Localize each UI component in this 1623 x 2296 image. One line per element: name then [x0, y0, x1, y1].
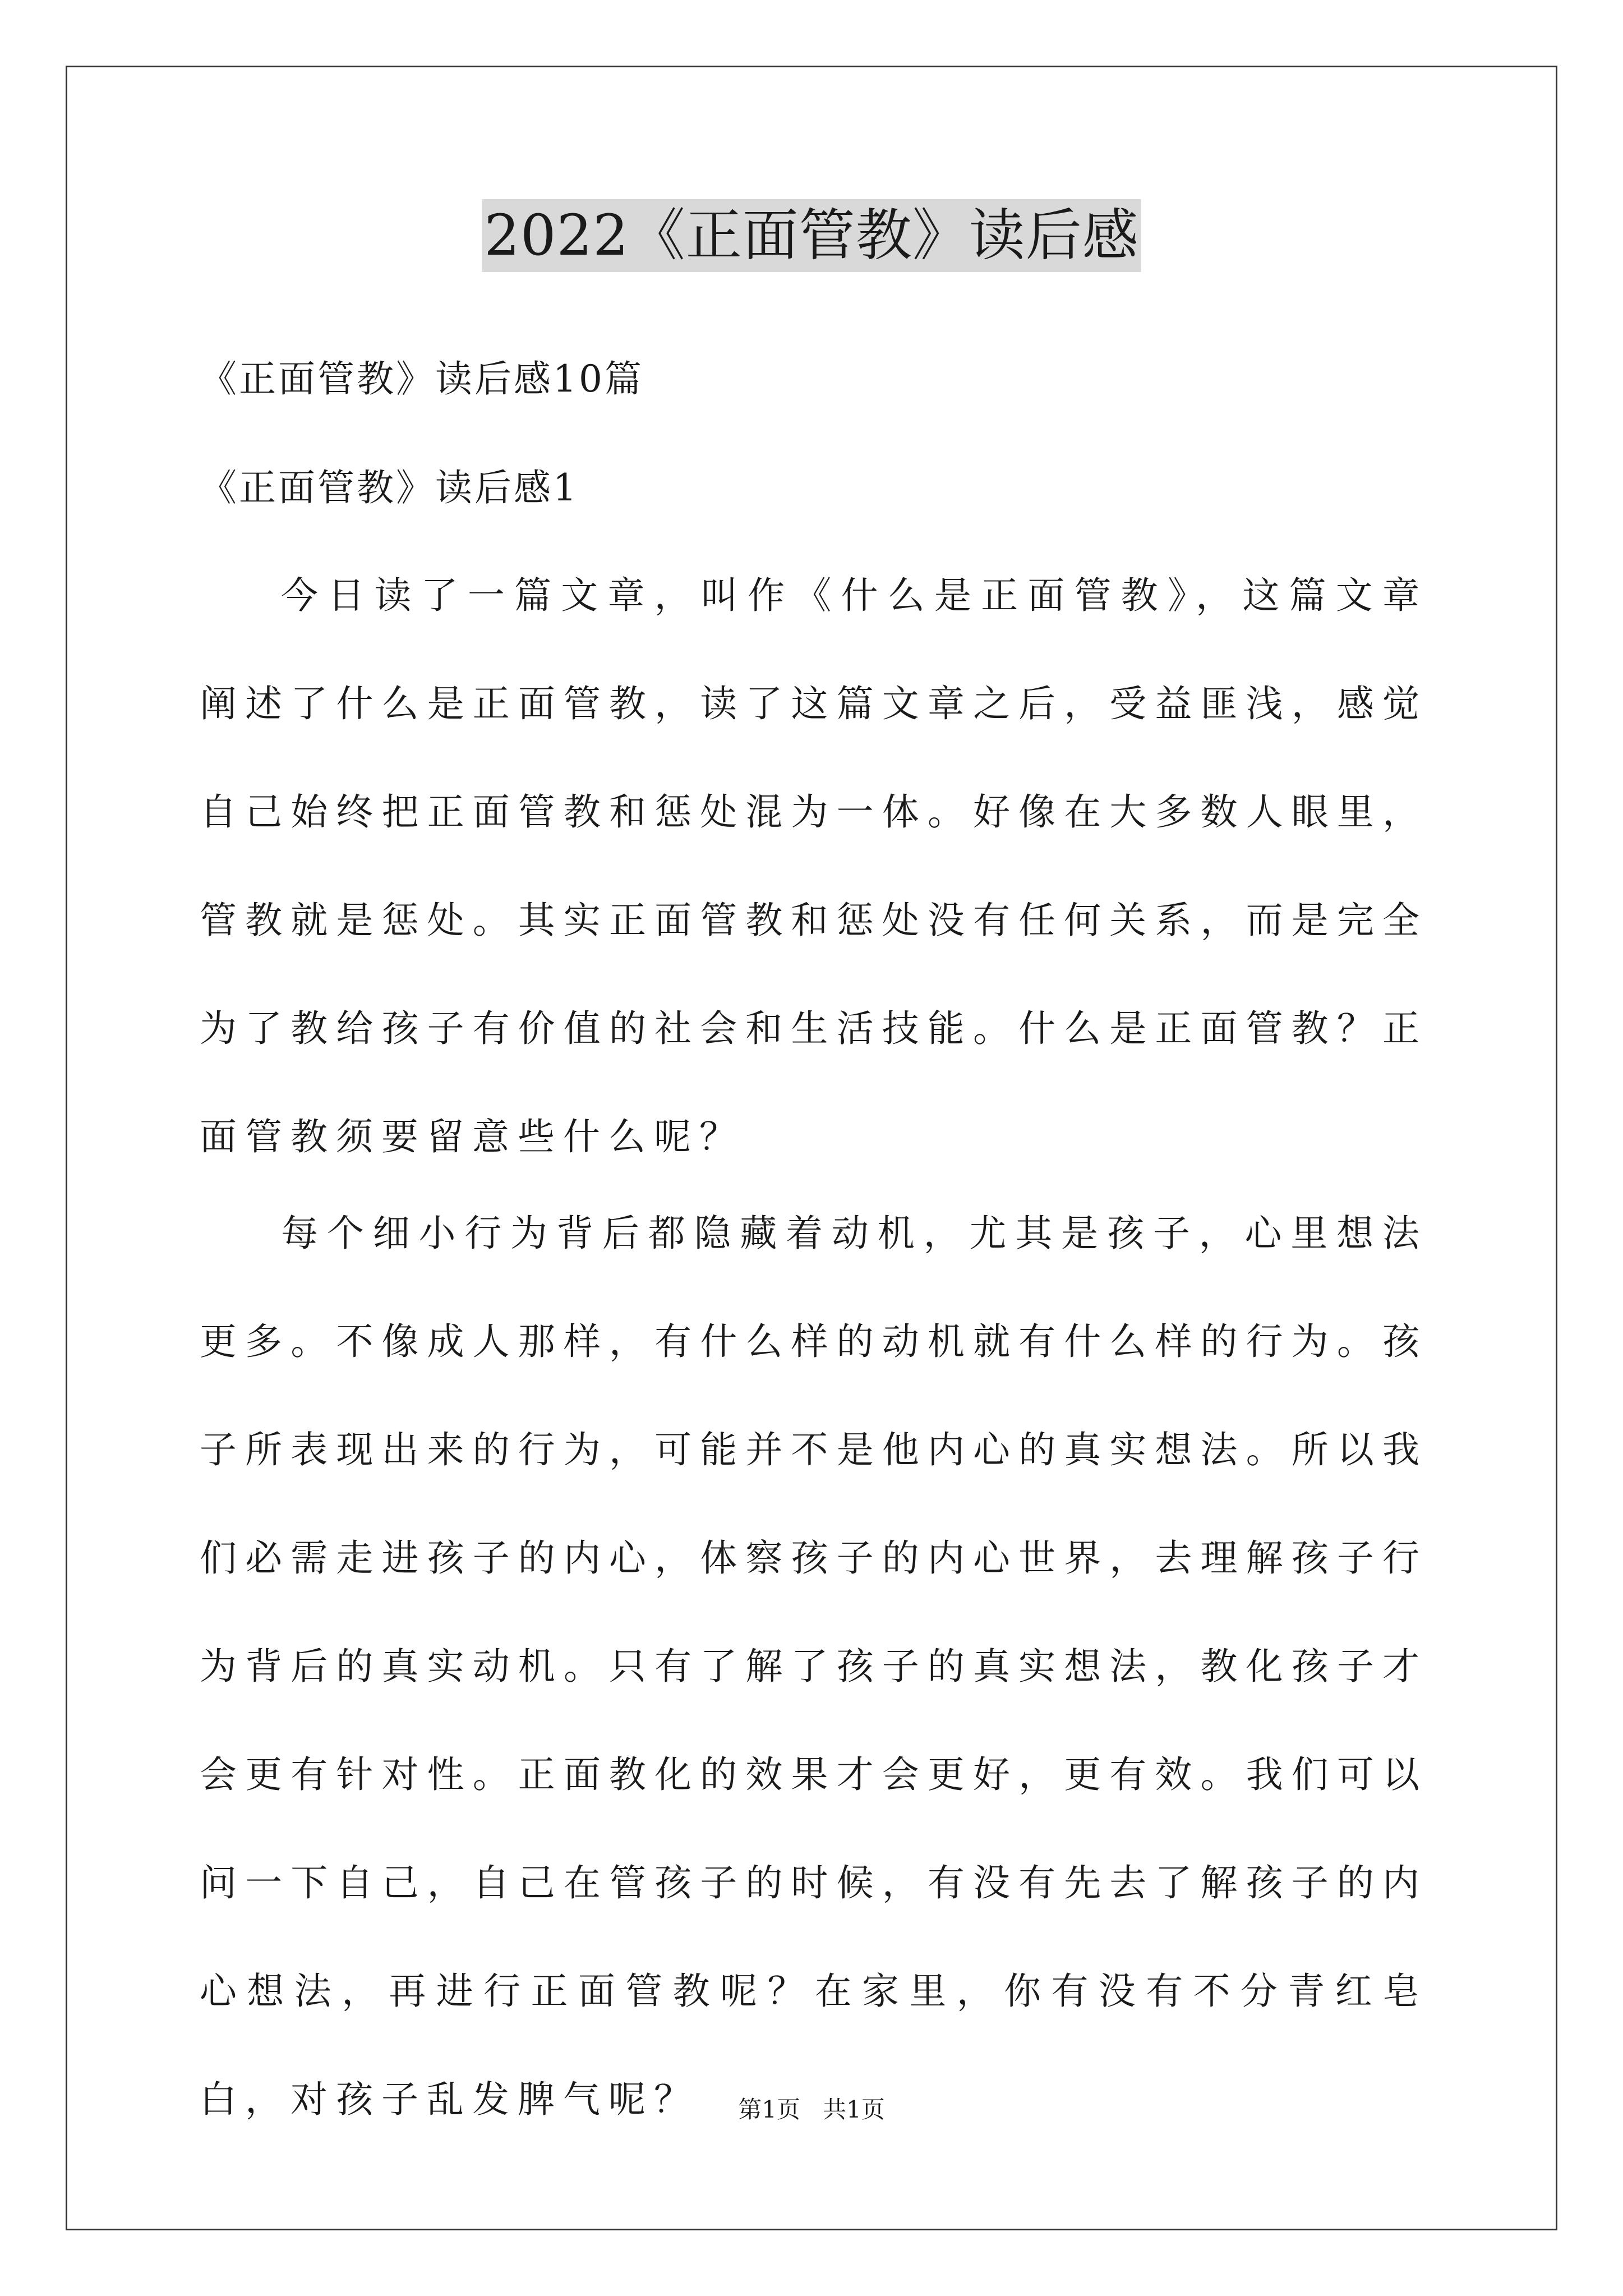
article-heading: 《正面管教》读后感1 [200, 466, 579, 509]
body-paragraph-1: 今日读了一篇文章，叫作《什么是正面管教》，这篇文章阐述了什么是正面管教，读了这篇文章之后，受益匪浅，感觉自己始终把正面管教和惩处混为一体。好像在大多数人眼里，管教就是惩处。其实正面管教和惩处没有任何关系，而是完全为了教给孩子有价值的社会和生活技能。什么是正面管教？正面管教须要留意些什么呢？ [200, 574, 1428, 1158]
body-paragraph-2: 每个细小行为背后都隐藏着动机，尤其是孩子，心里想法更多。不像成人那样，有什么样的动机就有什么样的行为。孩子所表现出来的行为，可能并不是他内心的真实想法。所以我们必需走进孩子的内心，体察孩子的内心世界，去理解孩子行为背后的真实动机。只有了解了孩子的真实想法，教化孩子才会更有针对性。正面教化的效果才会更好，更有效。我们可以问一下自己，自己在管孩子的时候，有没有先去了解孩子的内心想法，再进行正面管教呢？在家里，你有没有不分青红皂白，对孩子乱发脾气呢？ [200, 1212, 1428, 2121]
page-footer: 第1页 共1页 [738, 2096, 885, 2123]
collection-heading: 《正面管教》读后感10篇 [200, 357, 644, 401]
title-container [0, 199, 1623, 272]
document-title: 2022《正面管教》读后感 [482, 199, 1141, 272]
